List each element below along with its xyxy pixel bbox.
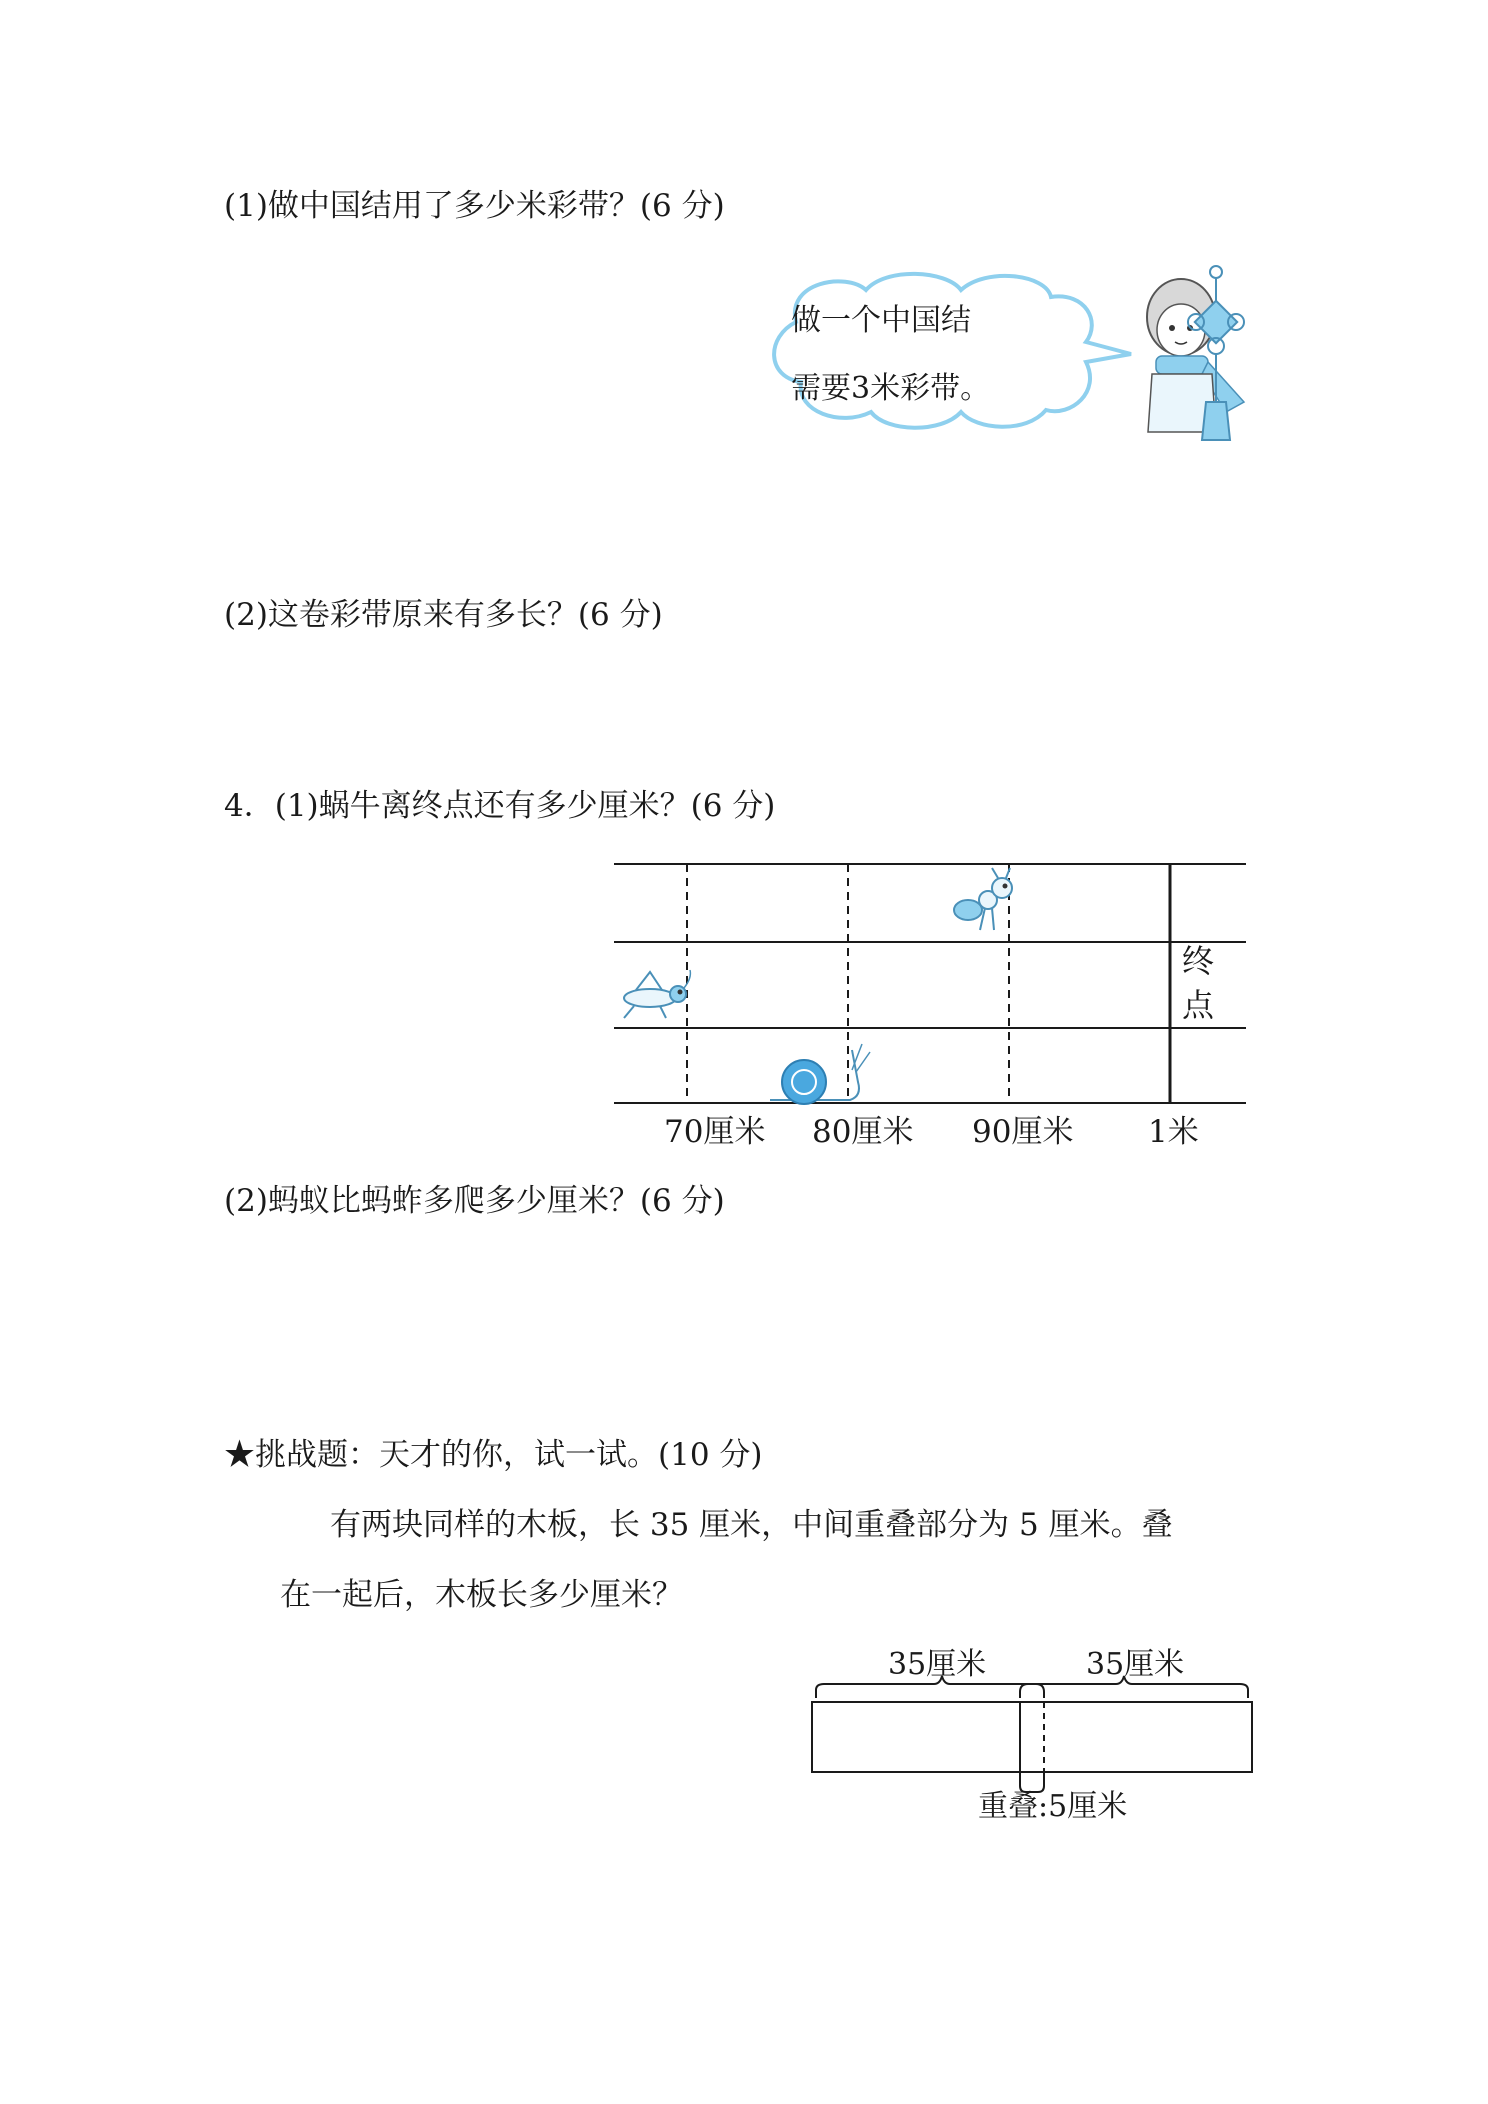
challenge-text-line-1: 有两块同样的木板，长 35 厘米，中间重叠部分为 5 厘米。叠 — [330, 1507, 1173, 1543]
left-board-length-label: 35厘米 — [888, 1647, 987, 1682]
combined-board — [812, 1702, 1252, 1772]
axis-label-1m: 1米 — [1148, 1114, 1199, 1150]
axis-label-90cm: 90厘米 — [972, 1114, 1074, 1150]
ant-icon — [954, 868, 1012, 930]
grasshopper-icon — [624, 970, 690, 1018]
finish-label-2: 点 — [1182, 986, 1215, 1024]
axis-label-70cm: 70厘米 — [664, 1114, 766, 1150]
girl-figure — [1147, 279, 1244, 432]
finish-label-1: 终 — [1182, 942, 1215, 980]
chinese-knot-illustration — [756, 262, 1276, 452]
challenge-text-line-2: 在一起后，木板长多少厘米？ — [280, 1577, 683, 1613]
challenge-title: ★挑战题：天才的你，试一试。(10 分) — [224, 1437, 763, 1473]
overlap-label: 重叠:5厘米 — [978, 1789, 1128, 1820]
q4-part1-question: 4．(1)蜗牛离终点还有多少厘米？(6 分) — [224, 788, 776, 824]
q4-part2-question: (2)蚂蚁比蚂蚱多爬多少厘米？(6 分) — [224, 1183, 725, 1219]
boards-overlap-diagram — [800, 1640, 1280, 1820]
bubble-line-1: 做一个中国结 — [791, 303, 971, 338]
q3-part1-question: (1)做中国结用了多少米彩带？(6 分) — [224, 188, 725, 224]
right-board-length-label: 35厘米 — [1086, 1647, 1185, 1682]
bubble-line-2: 需要3米彩带。 — [791, 371, 991, 406]
snail-icon — [770, 1044, 870, 1104]
q3-part2-question: (2)这卷彩带原来有多长？(6 分) — [224, 597, 663, 633]
axis-label-80cm: 80厘米 — [812, 1114, 914, 1150]
race-track-diagram — [600, 860, 1260, 1150]
